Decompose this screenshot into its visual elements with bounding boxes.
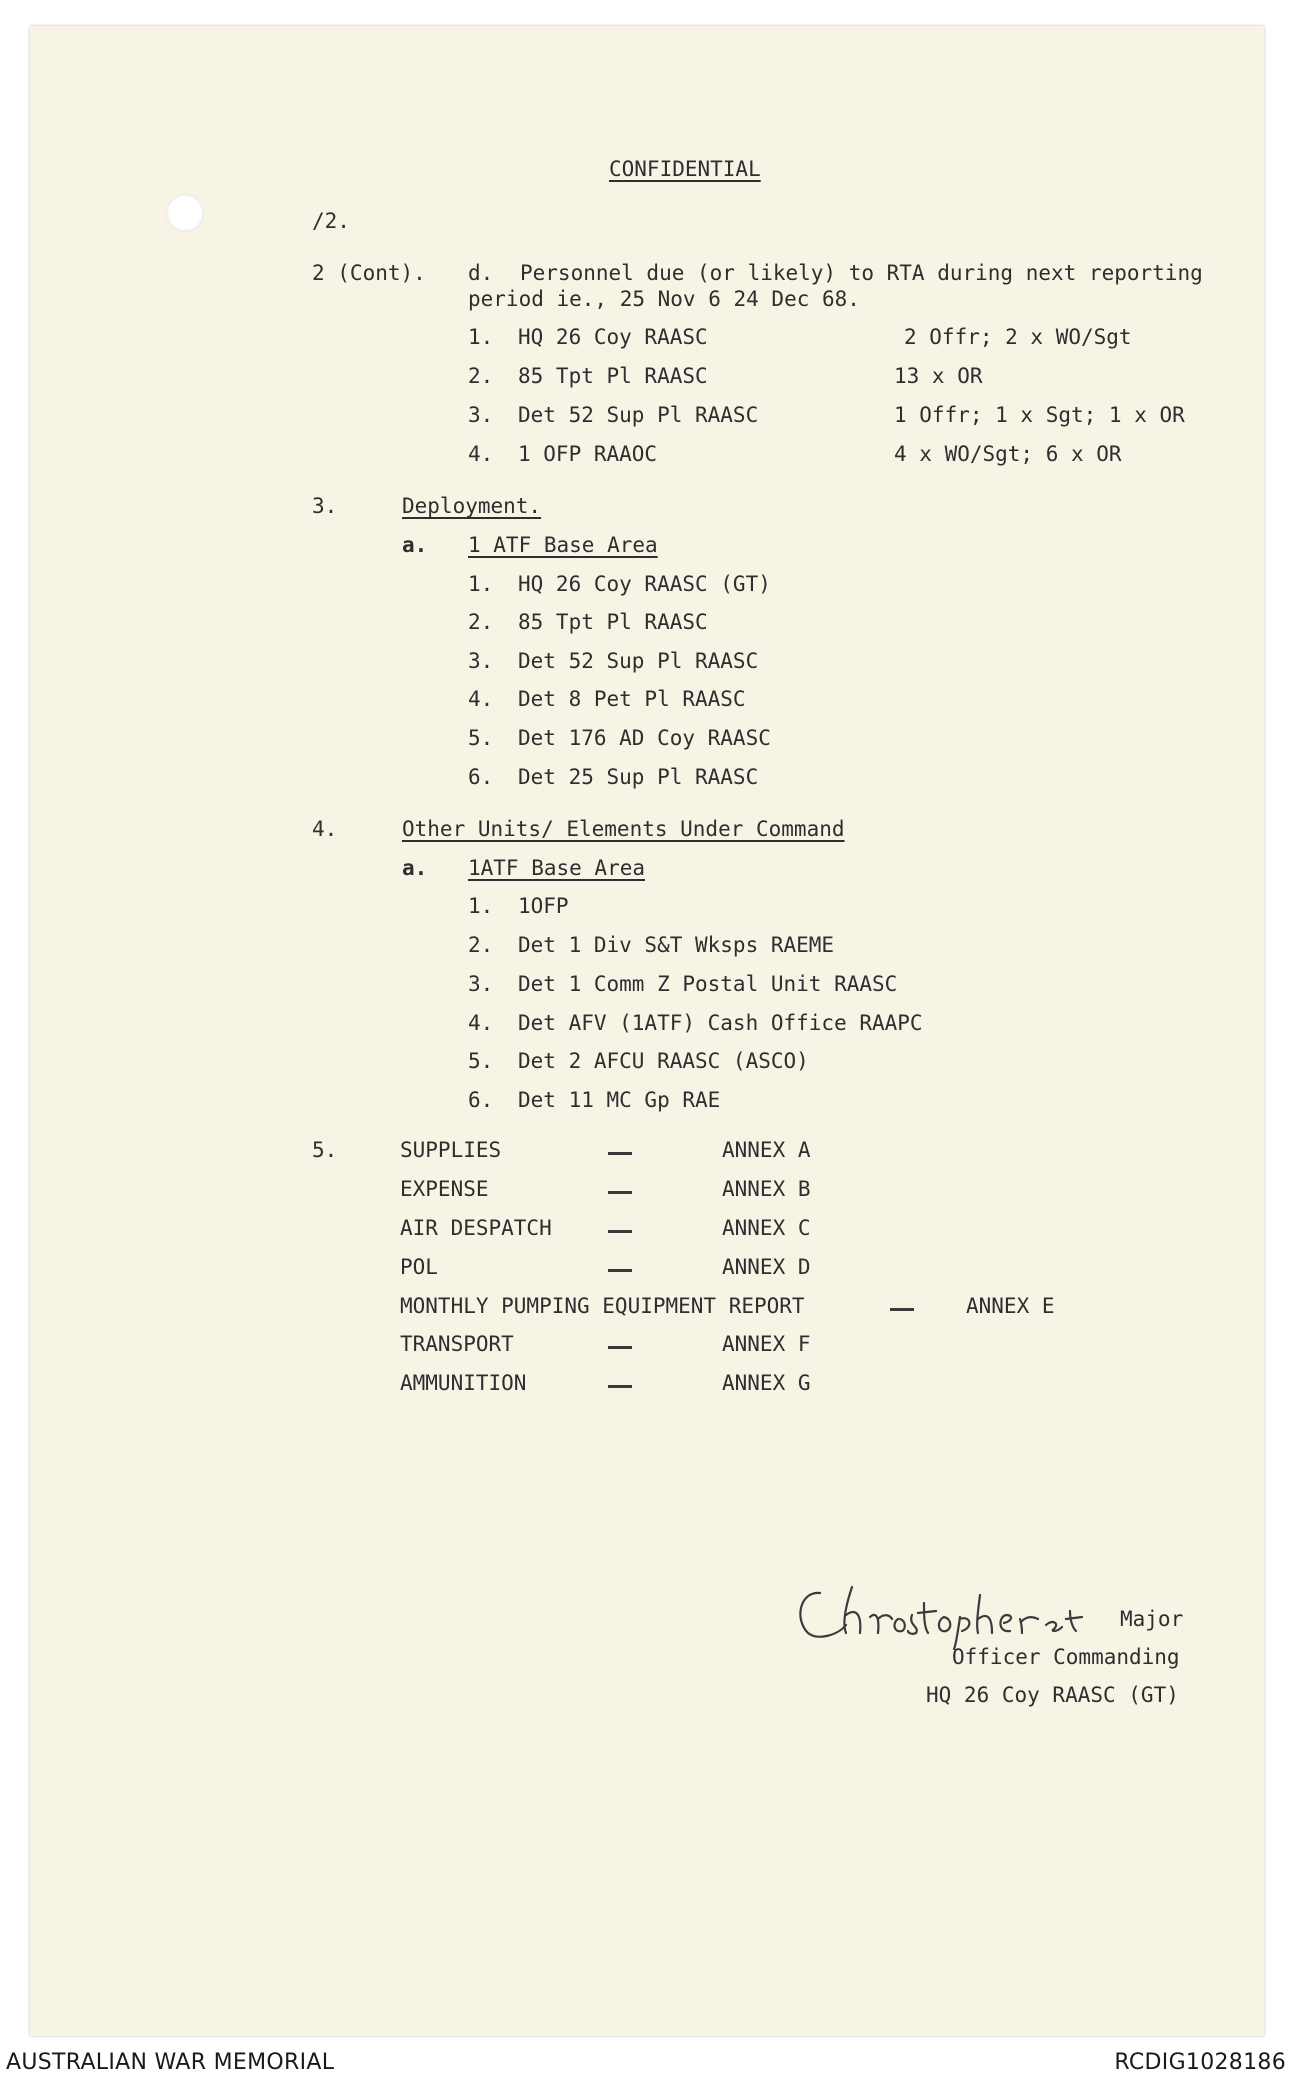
deployment-item-num: 2. — [468, 610, 494, 634]
para3-sub-letter: a. — [402, 533, 428, 557]
annex-dash — [608, 1230, 632, 1233]
unit-item: Det 11 MC Gp RAE — [518, 1088, 721, 1112]
para2-item-letter: d. — [468, 261, 494, 285]
rta-item-num: 3. — [468, 403, 494, 427]
annex-label: MONTHLY PUMPING EQUIPMENT REPORT — [400, 1294, 805, 1318]
deployment-item-num: 1. — [468, 572, 494, 596]
punch-hole — [166, 194, 204, 232]
annex-label: POL — [400, 1255, 438, 1279]
annex-ref: ANNEX D — [722, 1255, 811, 1279]
unit-item-num: 3. — [468, 972, 494, 996]
rta-item-unit: Det 52 Sup Pl RAASC — [518, 403, 759, 427]
unit-item: Det AFV (1ATF) Cash Office RAAPC — [518, 1011, 923, 1035]
unit-item-num: 1. — [468, 894, 494, 918]
para3-heading: Deployment. — [402, 494, 542, 518]
annex-dash — [608, 1152, 632, 1155]
rta-item-num: 2. — [468, 364, 494, 388]
deployment-item: Det 52 Sup Pl RAASC — [518, 649, 759, 673]
unit-item-num: 5. — [468, 1049, 494, 1073]
unit-item-num: 6. — [468, 1088, 494, 1112]
deployment-item: 85 Tpt Pl RAASC — [518, 610, 708, 634]
rta-item-unit: 1 OFP RAAOC — [518, 442, 658, 466]
para2-number: 2 (Cont). — [312, 261, 426, 285]
para3-number: 3. — [312, 494, 338, 518]
annex-dash — [608, 1346, 632, 1349]
classification-heading: CONFIDENTIAL — [609, 157, 761, 181]
deployment-item: Det 176 AD Coy RAASC — [518, 726, 771, 750]
annex-label: EXPENSE — [400, 1177, 489, 1201]
para4-number: 4. — [312, 817, 338, 841]
para2-line2: period ie., 25 Nov 6 24 Dec 68. — [468, 287, 860, 311]
rta-item-unit: HQ 26 Coy RAASC — [518, 325, 708, 349]
deployment-item-num: 6. — [468, 765, 494, 789]
handwritten-signature — [790, 1575, 1120, 1650]
unit-item: 1OFP — [518, 894, 569, 918]
annex-ref: ANNEX C — [722, 1216, 811, 1240]
annex-dash — [608, 1191, 632, 1194]
rta-item-count: 13 x OR — [894, 364, 983, 388]
rta-item-unit: 85 Tpt Pl RAASC — [518, 364, 708, 388]
deployment-item: Det 25 Sup Pl RAASC — [518, 765, 759, 789]
unit-item: Det 1 Comm Z Postal Unit RAASC — [518, 972, 898, 996]
annex-dash — [608, 1269, 632, 1272]
annex-label: AIR DESPATCH — [400, 1216, 552, 1240]
annex-label: TRANSPORT — [400, 1332, 514, 1356]
page-number: /2. — [312, 209, 350, 233]
para4-heading: Other Units/ Elements Under Command — [402, 817, 845, 841]
para3-sub-heading: 1 ATF Base Area — [468, 533, 658, 557]
rta-item-num: 4. — [468, 442, 494, 466]
signatory-appointment: Officer Commanding — [952, 1645, 1180, 1669]
deployment-item: HQ 26 Coy RAASC (GT) — [518, 572, 771, 596]
rta-item-count: 2 Offr; 2 x WO/Sgt — [904, 325, 1132, 349]
annex-label: SUPPLIES — [400, 1138, 502, 1162]
deployment-item-num: 4. — [468, 687, 494, 711]
signatory-rank: Major — [1120, 1607, 1184, 1631]
rta-item-num: 1. — [468, 325, 494, 349]
unit-item: Det 1 Div S&T Wksps RAEME — [518, 933, 835, 957]
annex-ref: ANNEX G — [722, 1371, 811, 1395]
archive-credit: AUSTRALIAN WAR MEMORIAL — [6, 2050, 335, 2075]
annex-ref: ANNEX B — [722, 1177, 811, 1201]
annex-ref: ANNEX E — [966, 1294, 1055, 1318]
deployment-item-num: 3. — [468, 649, 494, 673]
archive-reference: RCDIG1028186 — [1114, 2050, 1286, 2075]
annex-dash — [608, 1385, 632, 1388]
unit-item: Det 2 AFCU RAASC (ASCO) — [518, 1049, 809, 1073]
deployment-item: Det 8 Pet Pl RAASC — [518, 687, 746, 711]
annex-label: AMMUNITION — [400, 1371, 527, 1395]
unit-item-num: 4. — [468, 1011, 494, 1035]
annex-ref: ANNEX A — [722, 1138, 811, 1162]
para4-sub-letter: a. — [402, 856, 428, 880]
rta-item-count: 1 Offr; 1 x Sgt; 1 x OR — [894, 403, 1185, 427]
annex-dash — [890, 1308, 914, 1311]
para2-line1: Personnel due (or likely) to RTA during next reporting — [520, 261, 1203, 285]
unit-item-num: 2. — [468, 933, 494, 957]
deployment-item-num: 5. — [468, 726, 494, 750]
para4-sub-heading: 1ATF Base Area — [468, 856, 646, 880]
annex-ref: ANNEX F — [722, 1332, 811, 1356]
para5-number: 5. — [312, 1138, 338, 1162]
rta-item-count: 4 x WO/Sgt; 6 x OR — [894, 442, 1122, 466]
signatory-unit: HQ 26 Coy RAASC (GT) — [926, 1683, 1179, 1707]
